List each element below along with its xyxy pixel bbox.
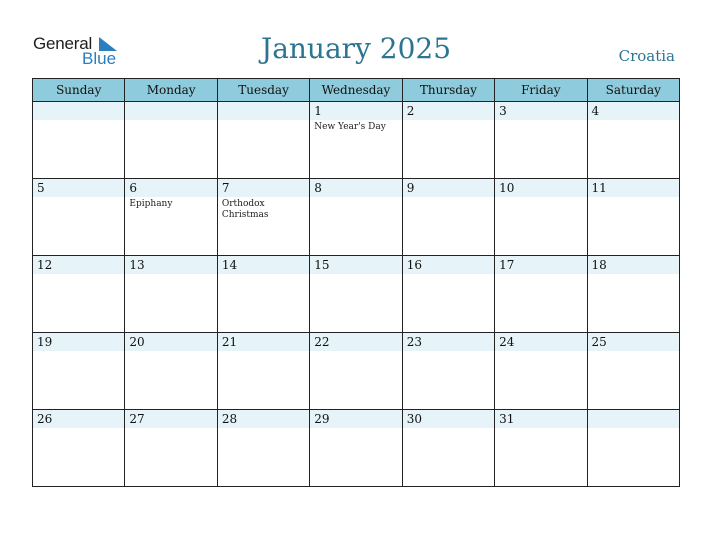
day-cell xyxy=(310,333,402,410)
weekday-header-wednesday: Wednesday xyxy=(310,79,402,102)
weekday-header-thursday: Thursday xyxy=(402,79,494,102)
day-cell xyxy=(217,179,309,256)
day-number: 15 xyxy=(314,258,330,272)
day-number: 2 xyxy=(406,104,415,118)
day-cell xyxy=(310,256,402,333)
day-number: 4 xyxy=(591,104,600,118)
holiday-label: Epiphany xyxy=(129,199,173,209)
calendar-week-row xyxy=(33,410,680,487)
day-cell xyxy=(125,256,217,333)
day-cell xyxy=(495,256,587,333)
day-cell xyxy=(402,410,494,487)
day-cell xyxy=(402,102,494,179)
day-number: 20 xyxy=(129,335,145,349)
logo-text-general: General xyxy=(33,34,93,53)
day-cell xyxy=(125,333,217,410)
day-cell xyxy=(495,102,587,179)
day-number: 18 xyxy=(591,258,607,272)
weekday-header-sunday: Sunday xyxy=(33,79,125,102)
calendar-weeks xyxy=(33,102,680,487)
day-cell xyxy=(310,410,402,487)
day-cell xyxy=(310,179,402,256)
day-cell xyxy=(217,333,309,410)
day-number: 16 xyxy=(406,258,422,272)
calendar-title: January 2025 xyxy=(260,32,452,65)
day-cell xyxy=(33,102,125,179)
day-number: 28 xyxy=(221,412,238,426)
weekday-header-monday: Monday xyxy=(125,79,217,102)
day-cell xyxy=(217,410,309,487)
day-number: 8 xyxy=(314,181,322,195)
day-number xyxy=(218,102,309,120)
weekday-header-row xyxy=(33,79,680,102)
day-number: 30 xyxy=(406,412,422,426)
day-number: 29 xyxy=(314,412,330,426)
day-number xyxy=(588,410,679,428)
day-cell xyxy=(587,333,679,410)
day-number: 6 xyxy=(129,181,138,195)
day-number: 11 xyxy=(591,181,607,195)
day-number xyxy=(33,102,124,120)
holiday-label: New Year's Day xyxy=(314,122,386,132)
day-number: 12 xyxy=(37,258,53,272)
day-number: 23 xyxy=(406,335,422,349)
weekday-header-friday: Friday xyxy=(495,79,587,102)
day-number: 31 xyxy=(499,412,515,426)
day-cell xyxy=(33,256,125,333)
day-cell xyxy=(587,179,679,256)
calendar-week-row xyxy=(33,256,680,333)
day-cell xyxy=(495,179,587,256)
day-number: 7 xyxy=(221,181,230,195)
day-number: 3 xyxy=(499,104,507,118)
day-number: 25 xyxy=(591,335,607,349)
calendar-week-row xyxy=(33,102,680,179)
day-cell xyxy=(33,410,125,487)
holiday-label: Orthodox Christmas xyxy=(221,199,269,220)
weekday-header-tuesday: Tuesday xyxy=(217,79,309,102)
day-number: 26 xyxy=(37,412,53,426)
day-cell xyxy=(495,410,587,487)
day-cell xyxy=(217,256,309,333)
day-number: 19 xyxy=(37,335,53,349)
day-cell xyxy=(402,179,494,256)
day-cell xyxy=(33,179,125,256)
calendar-week-row xyxy=(33,179,680,256)
day-cell xyxy=(587,102,679,179)
day-cell xyxy=(310,102,402,179)
day-number: 27 xyxy=(129,412,145,426)
calendar-week-row xyxy=(33,333,680,410)
day-cell xyxy=(125,179,217,256)
day-number: 24 xyxy=(499,335,515,349)
day-number: 22 xyxy=(314,335,330,349)
day-number: 17 xyxy=(499,258,515,272)
day-number: 21 xyxy=(221,335,238,349)
day-cell xyxy=(125,102,217,179)
day-cell xyxy=(495,333,587,410)
day-cell xyxy=(125,410,217,487)
day-cell xyxy=(587,256,679,333)
day-number: 10 xyxy=(499,181,515,195)
day-number: 9 xyxy=(406,181,415,195)
day-number: 5 xyxy=(37,181,45,195)
day-cell xyxy=(587,410,679,487)
logo-text-blue: Blue xyxy=(82,49,117,68)
day-cell xyxy=(402,333,494,410)
month-calendar xyxy=(32,78,680,487)
day-number: 13 xyxy=(129,258,145,272)
day-cell xyxy=(217,102,309,179)
weekday-header-saturday: Saturday xyxy=(587,79,679,102)
day-number xyxy=(125,102,216,120)
day-cell xyxy=(33,333,125,410)
day-cell xyxy=(402,256,494,333)
country-label: Croatia xyxy=(618,47,675,65)
day-number: 1 xyxy=(314,104,322,118)
day-number: 14 xyxy=(221,258,238,272)
